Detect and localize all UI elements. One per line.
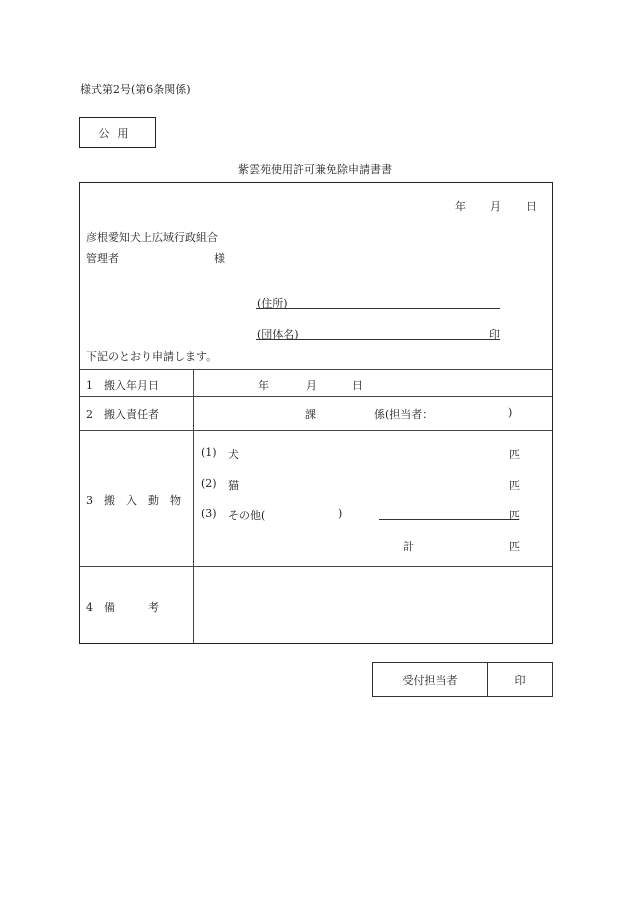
animal-other: その他(: [228, 509, 266, 522]
date-month: 月: [490, 200, 501, 213]
animal-dog-unit: 匹: [509, 448, 520, 461]
group-name-label: (団体名): [257, 328, 299, 341]
official-use-label: 公用: [98, 126, 137, 140]
addressee-manager: 管理者: [86, 252, 119, 265]
responsible-close: ): [508, 406, 513, 419]
responsible-staff: 係(担当者：: [374, 408, 434, 421]
official-use-box: [79, 117, 156, 148]
applicant-seal: 印: [489, 328, 500, 341]
animal-other-unit: 匹: [509, 509, 520, 522]
responsible-section: 課: [305, 408, 316, 421]
table-top-border: [80, 369, 552, 370]
receipt-box: [372, 662, 553, 697]
date-day: 日: [526, 200, 537, 213]
import-date-month: 月: [306, 379, 317, 392]
address-label: (住所): [257, 297, 288, 310]
import-date-day: 日: [352, 379, 363, 392]
animal-dog: 犬: [228, 448, 239, 461]
import-date-label: 1 搬入年月日: [86, 379, 159, 392]
remarks-label: 4 備 考: [86, 601, 159, 614]
row-divider: [80, 396, 552, 397]
animals-label: 3 搬 入 動 物: [86, 494, 181, 507]
document-title: 紫雲苑使用許可兼免除申請書書: [238, 163, 392, 176]
receipt-staff-label: 受付担当者: [402, 673, 458, 687]
group-name-line[interactable]: [256, 339, 500, 340]
animal-item-num: (1): [201, 446, 217, 459]
row-divider: [80, 430, 552, 431]
date-year: 年: [455, 200, 466, 213]
animal-item-num: (2): [201, 477, 217, 490]
animal-other-close: ): [338, 507, 343, 520]
import-date-year: 年: [258, 379, 269, 392]
receipt-seal: 印: [514, 673, 526, 687]
intro-text: 下記のとおり申請します。: [86, 350, 218, 363]
receipt-staff-cell: [373, 663, 488, 696]
form-number: 様式第2号(第6条関係): [80, 83, 191, 96]
addressee-organization: 彦根愛知犬上広域行政組合: [86, 231, 218, 244]
remarks-field[interactable]: [194, 567, 550, 641]
animals-total-unit: 匹: [509, 540, 520, 553]
addressee-honorific: 様: [214, 252, 225, 265]
animal-item-num: (3): [201, 507, 217, 520]
application-form: [79, 182, 553, 644]
responsible-label: 2 搬入責任者: [86, 408, 159, 421]
animal-other-count-line[interactable]: [379, 519, 519, 520]
animal-cat-unit: 匹: [509, 479, 520, 492]
address-line[interactable]: [256, 308, 500, 309]
animal-cat: 猫: [228, 479, 239, 492]
receipt-seal-cell[interactable]: [488, 663, 552, 696]
animals-total-label: 計: [403, 540, 414, 553]
